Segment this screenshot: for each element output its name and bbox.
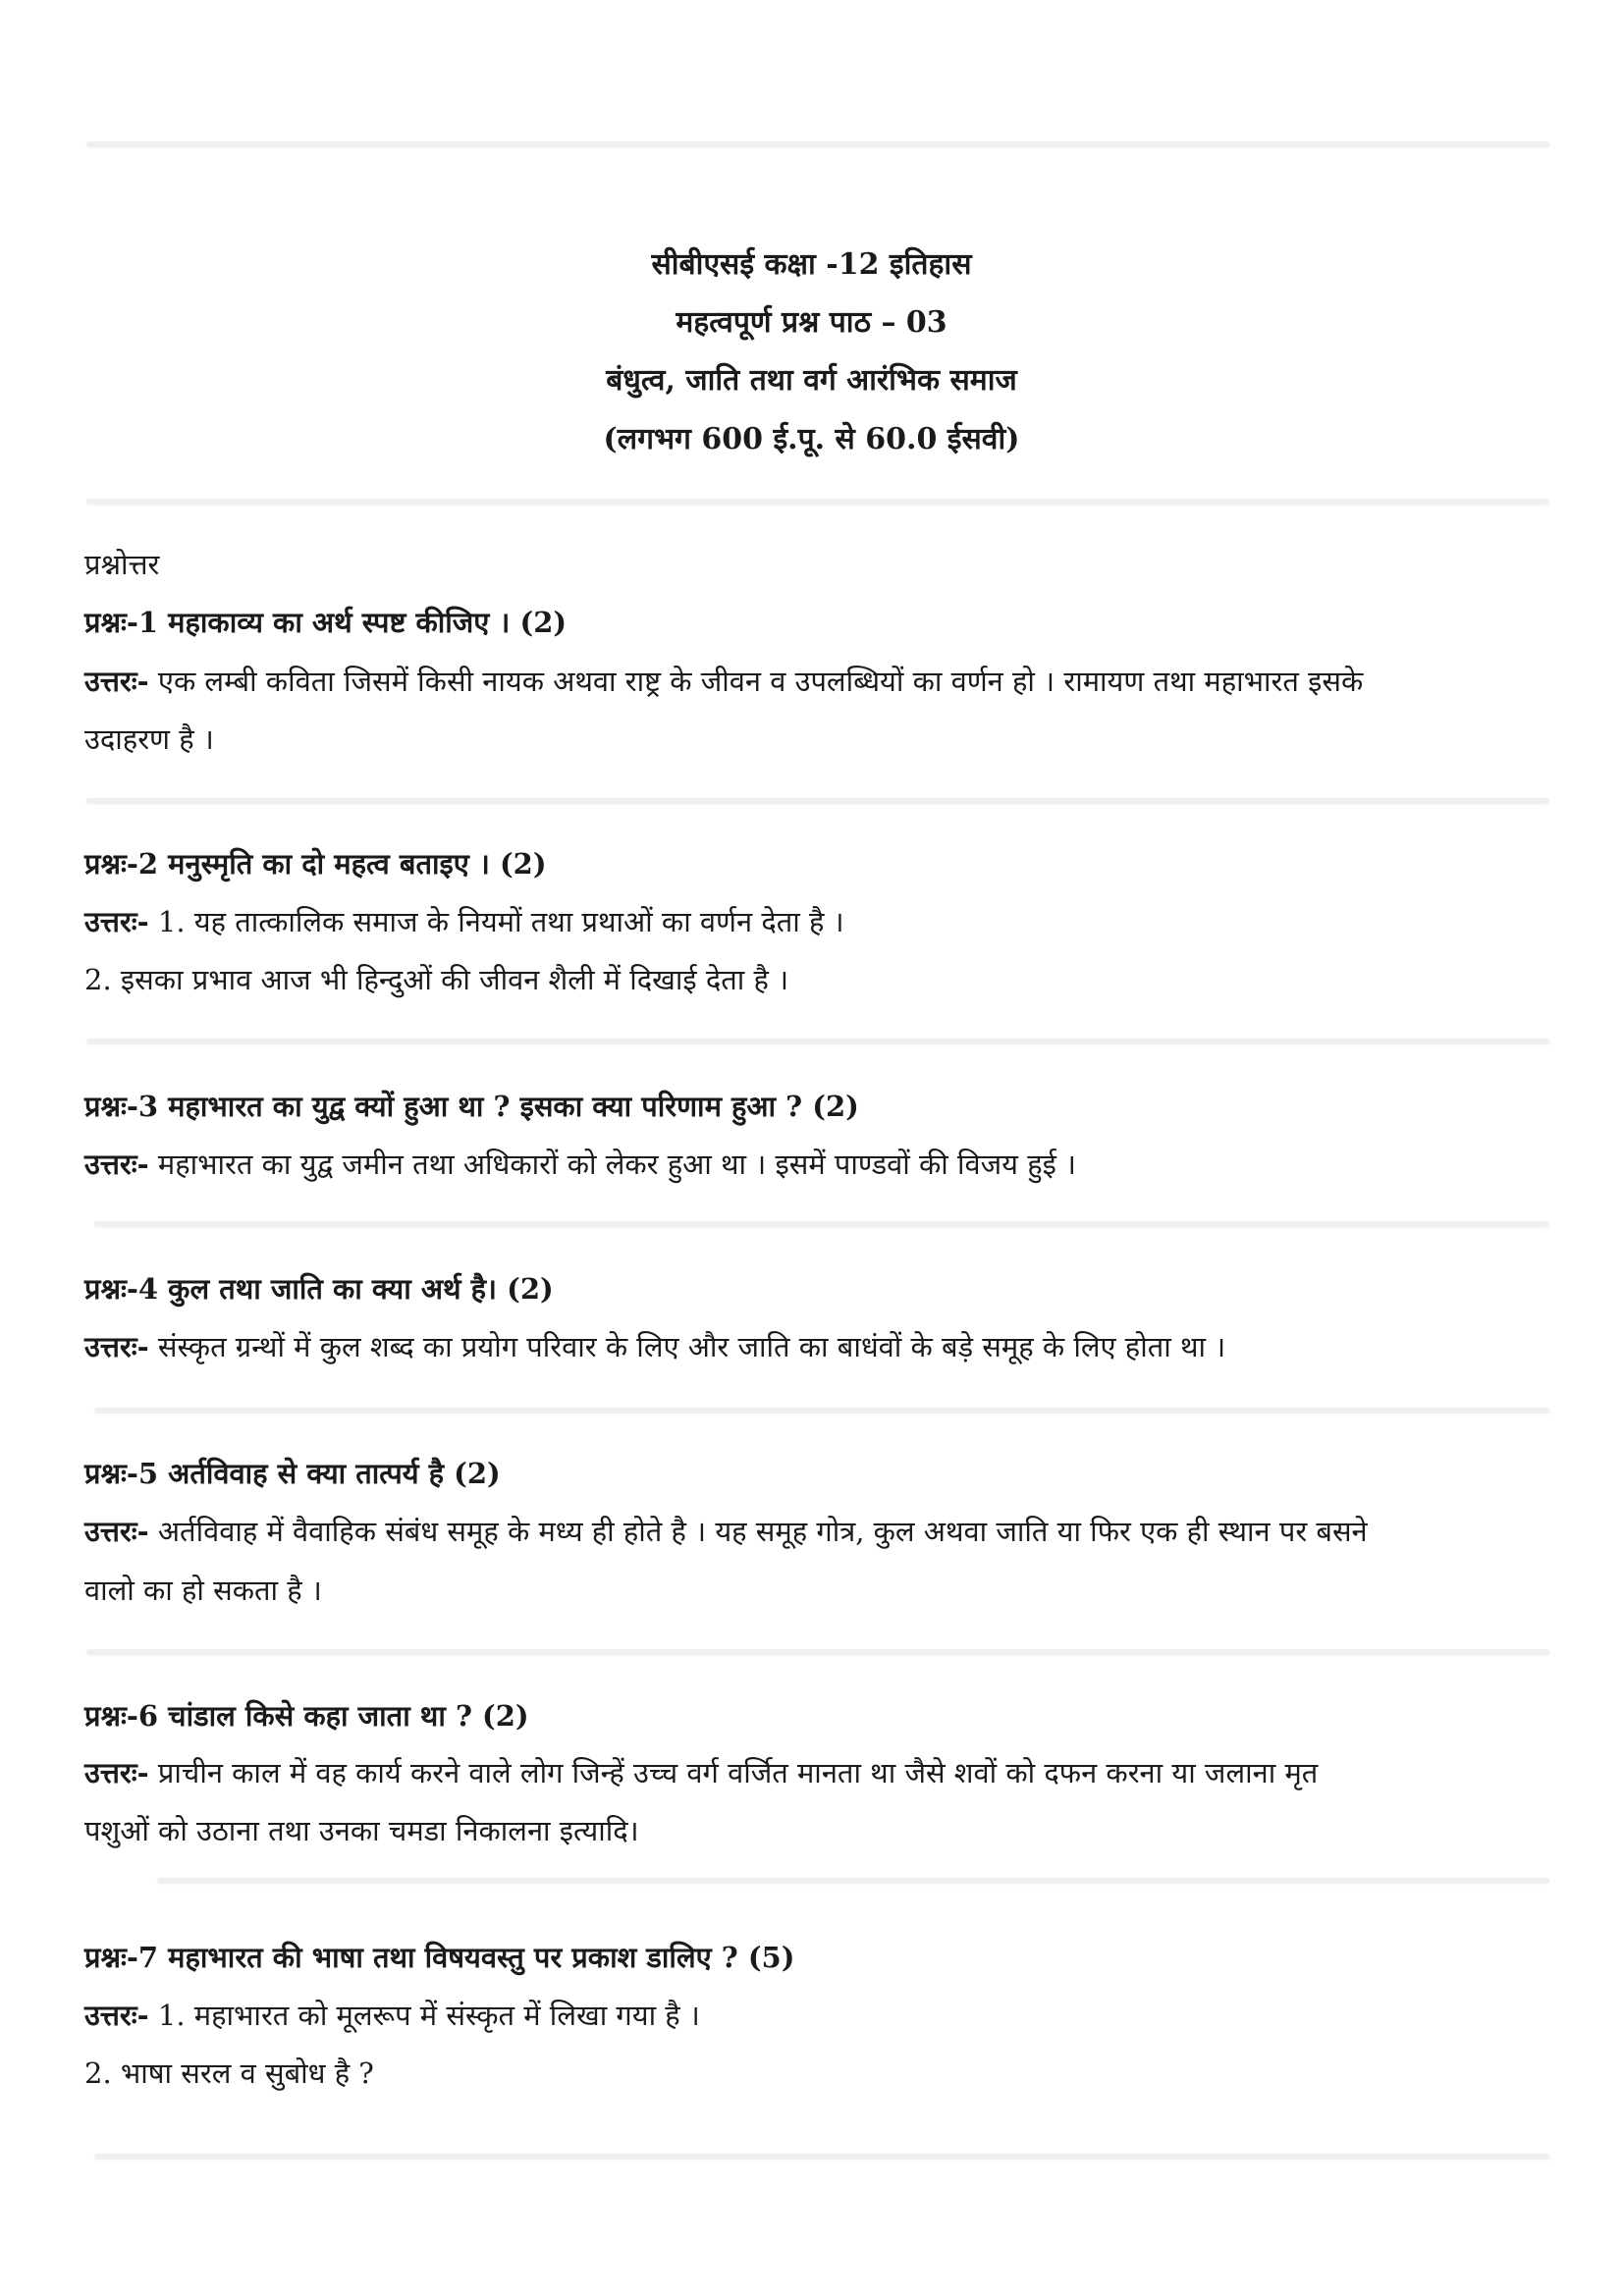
answer-1-line-1	[84, 662, 1363, 701]
answer-2-line-2: 2. इसका प्रभाव आज भी हिन्दुओं की जीवन शैली में दिखाई देता है ।	[84, 963, 789, 996]
answer-7-line-1	[84, 1996, 700, 2035]
answer-text: 1. महाभारत को मूलरूप में संस्कृत में लिखा गया है ।	[148, 1999, 700, 2032]
answer-6-line-2: पशुओं को उठाना तथा उनका चमडा निकालना इत्यादि।	[84, 1814, 639, 1847]
answer-7-line-2: 2. भाषा सरल व सुबोध है ?	[84, 2056, 374, 2090]
question-4: प्रश्नः-4 कुल तथा जाति का क्या अर्थ है। (2)	[84, 1272, 554, 1306]
answer-5-line-1	[84, 1512, 1368, 1551]
answer-text: एक लम्बी कविता जिसमें किसी नायक अथवा राष्ट्र के जीवन व उपलब्धियों का वर्णन हो । रामायण तथा महाभारत इसके	[148, 665, 1364, 698]
answer-text: महाभारत का युद्व जमीन तथा अधिकारों को लेकर हुआ था । इसमें पाण्डवों की विजय हुई ।	[148, 1148, 1077, 1181]
question-6: प्रश्नः-6 चांडाल किसे कहा जाता था ? (2)	[84, 1699, 529, 1733]
answer-label: उत्तरः-	[84, 1999, 149, 2032]
answer-text: संस्कृत ग्रन्थों में कुल शब्द का प्रयोग परिवार के लिए और जाति का बाधंवों के बड़े समूह के लिए होता था ।	[148, 1330, 1226, 1363]
question-5: प्रश्नः-5 अर्तविवाह से क्या तात्पर्य है (2)	[84, 1457, 501, 1490]
document-title-line-4: (लगभग 600 ई.पू. से 60.0 ईसवी)	[603, 422, 1020, 456]
answer-label: उत्तरः-	[84, 1756, 149, 1789]
question-2: प्रश्नः-2 मनुस्मृति का दो महत्व बताइए । (2)	[84, 847, 547, 881]
answer-label: उत्तरः-	[84, 665, 149, 698]
divider	[86, 499, 1549, 505]
question-7: प्रश्नः-7 महाभारत की भाषा तथा विषयवस्तु पर प्रकाश डालिए ? (5)	[84, 1941, 795, 1974]
answer-5-line-2: वालो का हो सकता है ।	[84, 1574, 322, 1607]
divider	[86, 798, 1549, 804]
answer-text: प्राचीन काल में वह कार्य करने वाले लोग जिन्हें उच्च वर्ग वर्जित मानता था जैसे शवों को दफन करना या जलाना मृत	[148, 1756, 1319, 1789]
document-title-line-3: बंधुत्व, जाति तथा वर्ग आरंभिक समाज	[606, 363, 1017, 398]
question-3: प्रश्नः-3 महाभारत का युद्व क्यों हुआ था ? इसका क्या परिणाम हुआ ? (2)	[84, 1090, 859, 1123]
divider	[86, 1649, 1549, 1655]
answer-label: उत्तरः-	[84, 1330, 149, 1363]
answer-label: उत्तरः-	[84, 1515, 149, 1548]
answer-text: अर्तविवाह में वैवाहिक संबंध समूह के मध्य ही होते है । यह समूह गोत्र, कुल अथवा जाति या फिर एक ही स्थान पर बसने	[148, 1515, 1368, 1548]
answer-6-line-1	[84, 1753, 1318, 1792]
answer-text: 1. यह तात्कालिक समाज के नियमों तथा प्रथाओं का वर्णन देता है ।	[148, 905, 844, 938]
answer-label: उत्तरः-	[84, 1148, 149, 1181]
answer-2-line-1	[84, 902, 844, 941]
answer-1-line-2: उदाहरण है ।	[84, 722, 214, 756]
divider	[86, 141, 1549, 147]
divider	[94, 1408, 1549, 1414]
divider	[157, 1878, 1549, 1884]
divider	[94, 2154, 1549, 2160]
divider	[86, 1039, 1549, 1044]
document-title-line-1: सीबीएसई कक्षा -12 इतिहास	[651, 247, 972, 282]
answer-3-line-1	[84, 1145, 1076, 1184]
question-1: प्रश्नः-1 महाकाव्य का अर्थ स्पष्ट कीजिए । (2)	[84, 606, 568, 639]
section-label: प्रश्नोत्तर	[84, 548, 160, 581]
divider	[94, 1221, 1549, 1227]
answer-label: उत्तरः-	[84, 905, 149, 938]
document-title-line-2: महत्वपूर्ण प्रश्न पाठ – 03	[676, 305, 947, 340]
answer-4-line-1	[84, 1327, 1225, 1366]
